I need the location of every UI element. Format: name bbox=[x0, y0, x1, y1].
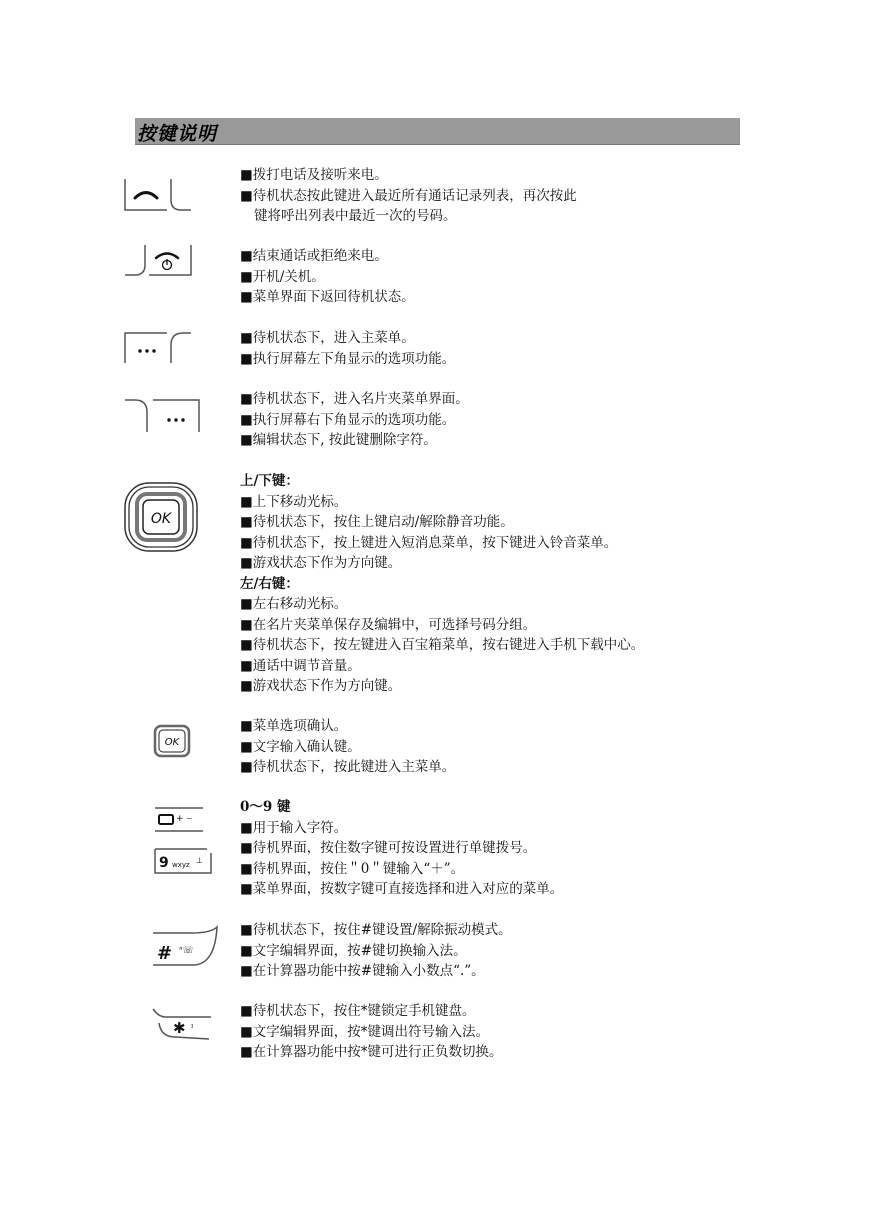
description-line: ■在计算器功能中按*键可进行正负数切换。 bbox=[240, 1044, 503, 1060]
number-keys-icon bbox=[153, 805, 215, 877]
right-soft-key-description bbox=[240, 389, 469, 451]
svg-text:OK: OK bbox=[164, 737, 180, 748]
section-title-bar bbox=[135, 118, 740, 145]
description-line: ■游戏状态下作为方向键。 bbox=[240, 555, 402, 571]
description-line: ■通话中调节音量。 bbox=[240, 657, 361, 674]
svg-text:ᶦ: ᶦ bbox=[191, 1023, 194, 1034]
svg-text:⊥: ⊥ bbox=[196, 856, 203, 865]
svg-text:wxyz: wxyz bbox=[172, 861, 190, 869]
star-key-icon bbox=[151, 1003, 213, 1043]
end-key-description bbox=[240, 246, 415, 308]
subheading: 上/下键： bbox=[240, 473, 299, 489]
number-keys-description bbox=[240, 797, 563, 900]
description-line: 键将呼出列表中最近一次的号码。 bbox=[254, 208, 457, 224]
svg-text:ᐢ☏: ᐢ☏ bbox=[179, 946, 194, 956]
left-soft-key-icon bbox=[123, 331, 193, 365]
description-line: ■待机状态下，进入主菜单。 bbox=[240, 330, 415, 346]
description-line: ■待机状态下，按上键进入短消息菜单，按下键进入铃音菜单。 bbox=[240, 534, 618, 551]
hash-key-icon bbox=[151, 923, 219, 967]
description-line: ■待机状态下，按住上键启动/解除静音功能。 bbox=[240, 514, 514, 530]
description-line: ■在名片夹菜单保存及编辑中，可选择号码分组。 bbox=[240, 616, 537, 633]
hash-key-description bbox=[240, 920, 512, 982]
svg-text:#: # bbox=[157, 943, 173, 964]
send-key-description bbox=[240, 165, 577, 227]
right-soft-key-icon bbox=[123, 398, 203, 434]
description-line: ■待机状态下，按此键进入主菜单。 bbox=[240, 759, 456, 775]
description-line: ■编辑状态下, 按此键删除字符。 bbox=[240, 432, 437, 448]
svg-text:✱: ✱ bbox=[173, 1019, 186, 1037]
description-line: ■文字编辑界面，按#键切换输入法。 bbox=[240, 942, 467, 959]
description-line: ■游戏状态下作为方向键。 bbox=[240, 678, 402, 694]
svg-text:9: 9 bbox=[159, 855, 169, 871]
description-line: ■拨打电话及接听来电。 bbox=[240, 167, 388, 183]
description-line: ■菜单界面下返回待机状态。 bbox=[240, 289, 415, 305]
end-power-key-icon bbox=[123, 243, 193, 279]
description-line: ■在计算器功能中按#键输入小数点“.”。 bbox=[240, 963, 485, 979]
description-line: ■文字编辑界面，按*键调出符号输入法。 bbox=[240, 1023, 490, 1040]
description-line: ■执行屏幕左下角显示的选项功能。 bbox=[240, 350, 456, 367]
subheading: 左/右键： bbox=[240, 575, 299, 592]
description-line: ■开机/关机。 bbox=[240, 268, 325, 285]
svg-text:OK: OK bbox=[150, 511, 172, 527]
description-line: ■待机状态下，按左键进入百宝箱菜单，按右键进入手机下载中心。 bbox=[240, 637, 645, 653]
star-key-description bbox=[240, 1001, 503, 1063]
description-line: ■待机界面，按住＂0＂键输入“＋”。 bbox=[240, 860, 465, 877]
description-line: ■菜单选项确认。 bbox=[240, 718, 348, 734]
description-line: ■执行屏幕右下角显示的选项功能。 bbox=[240, 411, 456, 428]
left-soft-key-description bbox=[240, 328, 455, 369]
navigation-key-description bbox=[240, 471, 644, 697]
description-line: ■用于输入字符。 bbox=[240, 819, 348, 836]
description-line: ■待机状态按此键进入最近所有通话记录列表，再次按此 bbox=[240, 187, 577, 204]
description-line: ■上下移动光标。 bbox=[240, 493, 348, 510]
send-key-icon bbox=[123, 176, 193, 214]
description-line: ■菜单界面，按数字键可直接选择和进入对应的菜单。 bbox=[240, 881, 564, 897]
description-line: ■待机状态下，按住#键设置/解除振动模式。 bbox=[240, 922, 512, 938]
description-line: ■待机状态下，按住*键锁定手机键盘。 bbox=[240, 1003, 476, 1019]
svg-text:+ ⌣: + ⌣ bbox=[176, 814, 193, 824]
navigation-key-icon bbox=[123, 481, 199, 553]
description-line: ■结束通话或拒绝来电。 bbox=[240, 248, 388, 264]
subheading: 0～9 键 bbox=[240, 799, 291, 815]
description-line: ■待机状态下，进入名片夹菜单界面。 bbox=[240, 391, 469, 407]
description-line: ■待机界面，按住数字键可按设置进行单键拨号。 bbox=[240, 840, 537, 856]
description-line: ■文字输入确认键。 bbox=[240, 738, 361, 755]
ok-key-description bbox=[240, 716, 455, 778]
ok-key-icon bbox=[153, 724, 191, 758]
section-title: 按键说明 bbox=[137, 123, 218, 145]
description-line: ■左右移动光标。 bbox=[240, 596, 348, 612]
